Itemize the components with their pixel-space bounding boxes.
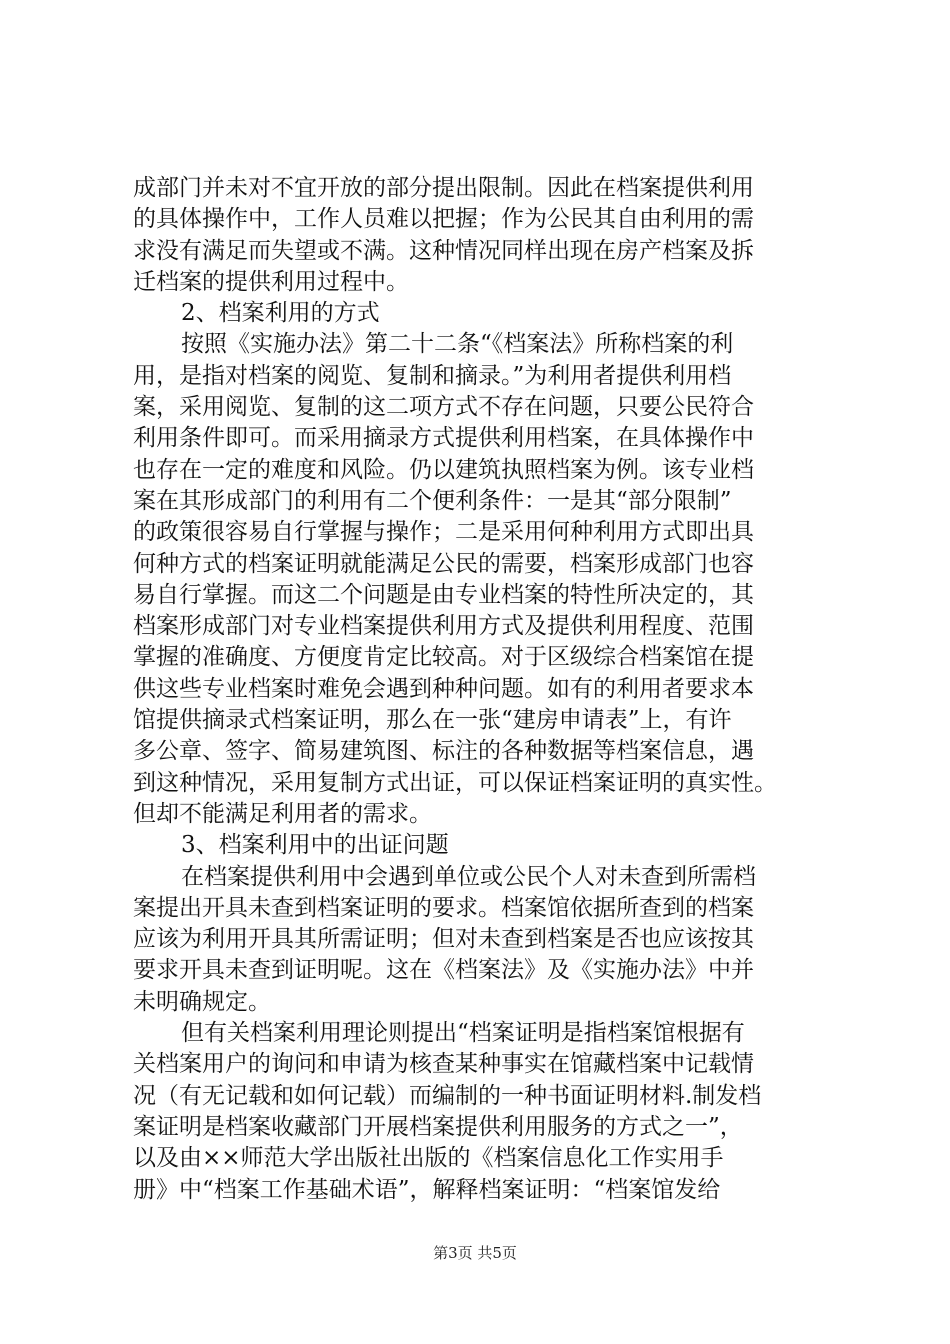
text-line: 迁档案的提供利用过程中。 xyxy=(133,268,409,295)
text-line: 掌握的准确度、方便度肯定比较高。对于区级综合档案馆在提 xyxy=(133,644,754,671)
text-line: 案提出开具未查到档案证明的要求。档案馆依据所查到的档案 xyxy=(133,894,754,921)
document-body xyxy=(133,173,833,1206)
text-line: 但却不能满足利用者的需求。 xyxy=(133,800,432,827)
text-line: 在档案提供利用中会遇到单位或公民个人对未查到所需档 xyxy=(181,863,756,890)
text-line: 案证明是档案收藏部门开展档案提供利用服务的方式之一”， xyxy=(133,1113,743,1140)
text-line: 册》中“档案工作基础术语”，解释档案证明：“档案馆发给 xyxy=(133,1176,721,1203)
text-line: 的具体操作中，工作人员难以把握；作为公民其自由利用的需 xyxy=(133,206,754,233)
text-line: 何种方式的档案证明就能满足公民的需要，档案形成部门也容 xyxy=(133,550,754,577)
text-line: 案在其形成部门的利用有二个便利条件：一是其“部分限制” xyxy=(133,487,732,514)
text-line: 案，采用阅览、复制的这二项方式不存在问题，只要公民符合 xyxy=(133,394,754,421)
text-line: 档案形成部门对专业档案提供利用方式及提供利用程度、范围 xyxy=(133,613,754,640)
text-line: 况（有无记载和如何记载）而编制的一种书面证明材料.制发档 xyxy=(133,1082,762,1109)
text-line: 多公章、签字、简易建筑图、标注的各种数据等档案信息，遇 xyxy=(133,738,754,765)
text-line: 利用条件即可。而采用摘录方式提供利用档案，在具体操作中 xyxy=(133,425,754,452)
text-line: 关档案用户的询问和申请为核查某种事实在馆藏档案中记载情 xyxy=(133,1051,754,1078)
text-line: 成部门并未对不宜开放的部分提出限制。因此在档案提供利用 xyxy=(133,175,754,201)
text-line: 以及由××师范大学出版社出版的《档案信息化工作实用手 xyxy=(133,1145,724,1172)
text-line: 也存在一定的难度和风险。仍以建筑执照档案为例。该专业档 xyxy=(133,456,754,483)
text-line: 到这种情况，采用复制方式出证，可以保证档案证明的真实性。 xyxy=(133,769,777,796)
text-line: 但有关档案利用理论则提出“档案证明是指档案馆根据有 xyxy=(181,1020,745,1047)
text-line: 求没有满足而失望或不满。这种情况同样出现在房产档案及拆 xyxy=(133,237,754,264)
text-line: 供这些专业档案时难免会遇到种种问题。如有的利用者要求本 xyxy=(133,675,754,702)
text-line: 按照《实施办法》第二十二条“《档案法》所称档案的利 xyxy=(181,331,734,358)
text-line: 的政策很容易自行掌握与操作；二是采用何种利用方式即出具 xyxy=(133,519,754,546)
text-line: 用，是指对档案的阅览、复制和摘录。”为利用者提供利用档 xyxy=(133,362,732,389)
page-footer: 第3页 共5页 xyxy=(433,1244,517,1262)
text-line: 未明确规定。 xyxy=(133,988,271,1015)
text-line: 3、档案利用中的出证问题 xyxy=(181,832,449,859)
text-line: 应该为利用开具其所需证明；但对未查到档案是否也应该按其 xyxy=(133,926,754,953)
text-line: 馆提供摘录式档案证明，那么在一张“建房申请表”上，有许 xyxy=(133,707,732,734)
text-line: 2、档案利用的方式 xyxy=(181,300,380,327)
text-line: 要求开具未查到证明呢。这在《档案法》及《实施办法》中并 xyxy=(133,957,754,984)
text-line: 易自行掌握。而这二个问题是由专业档案的特性所决定的，其 xyxy=(133,581,754,608)
